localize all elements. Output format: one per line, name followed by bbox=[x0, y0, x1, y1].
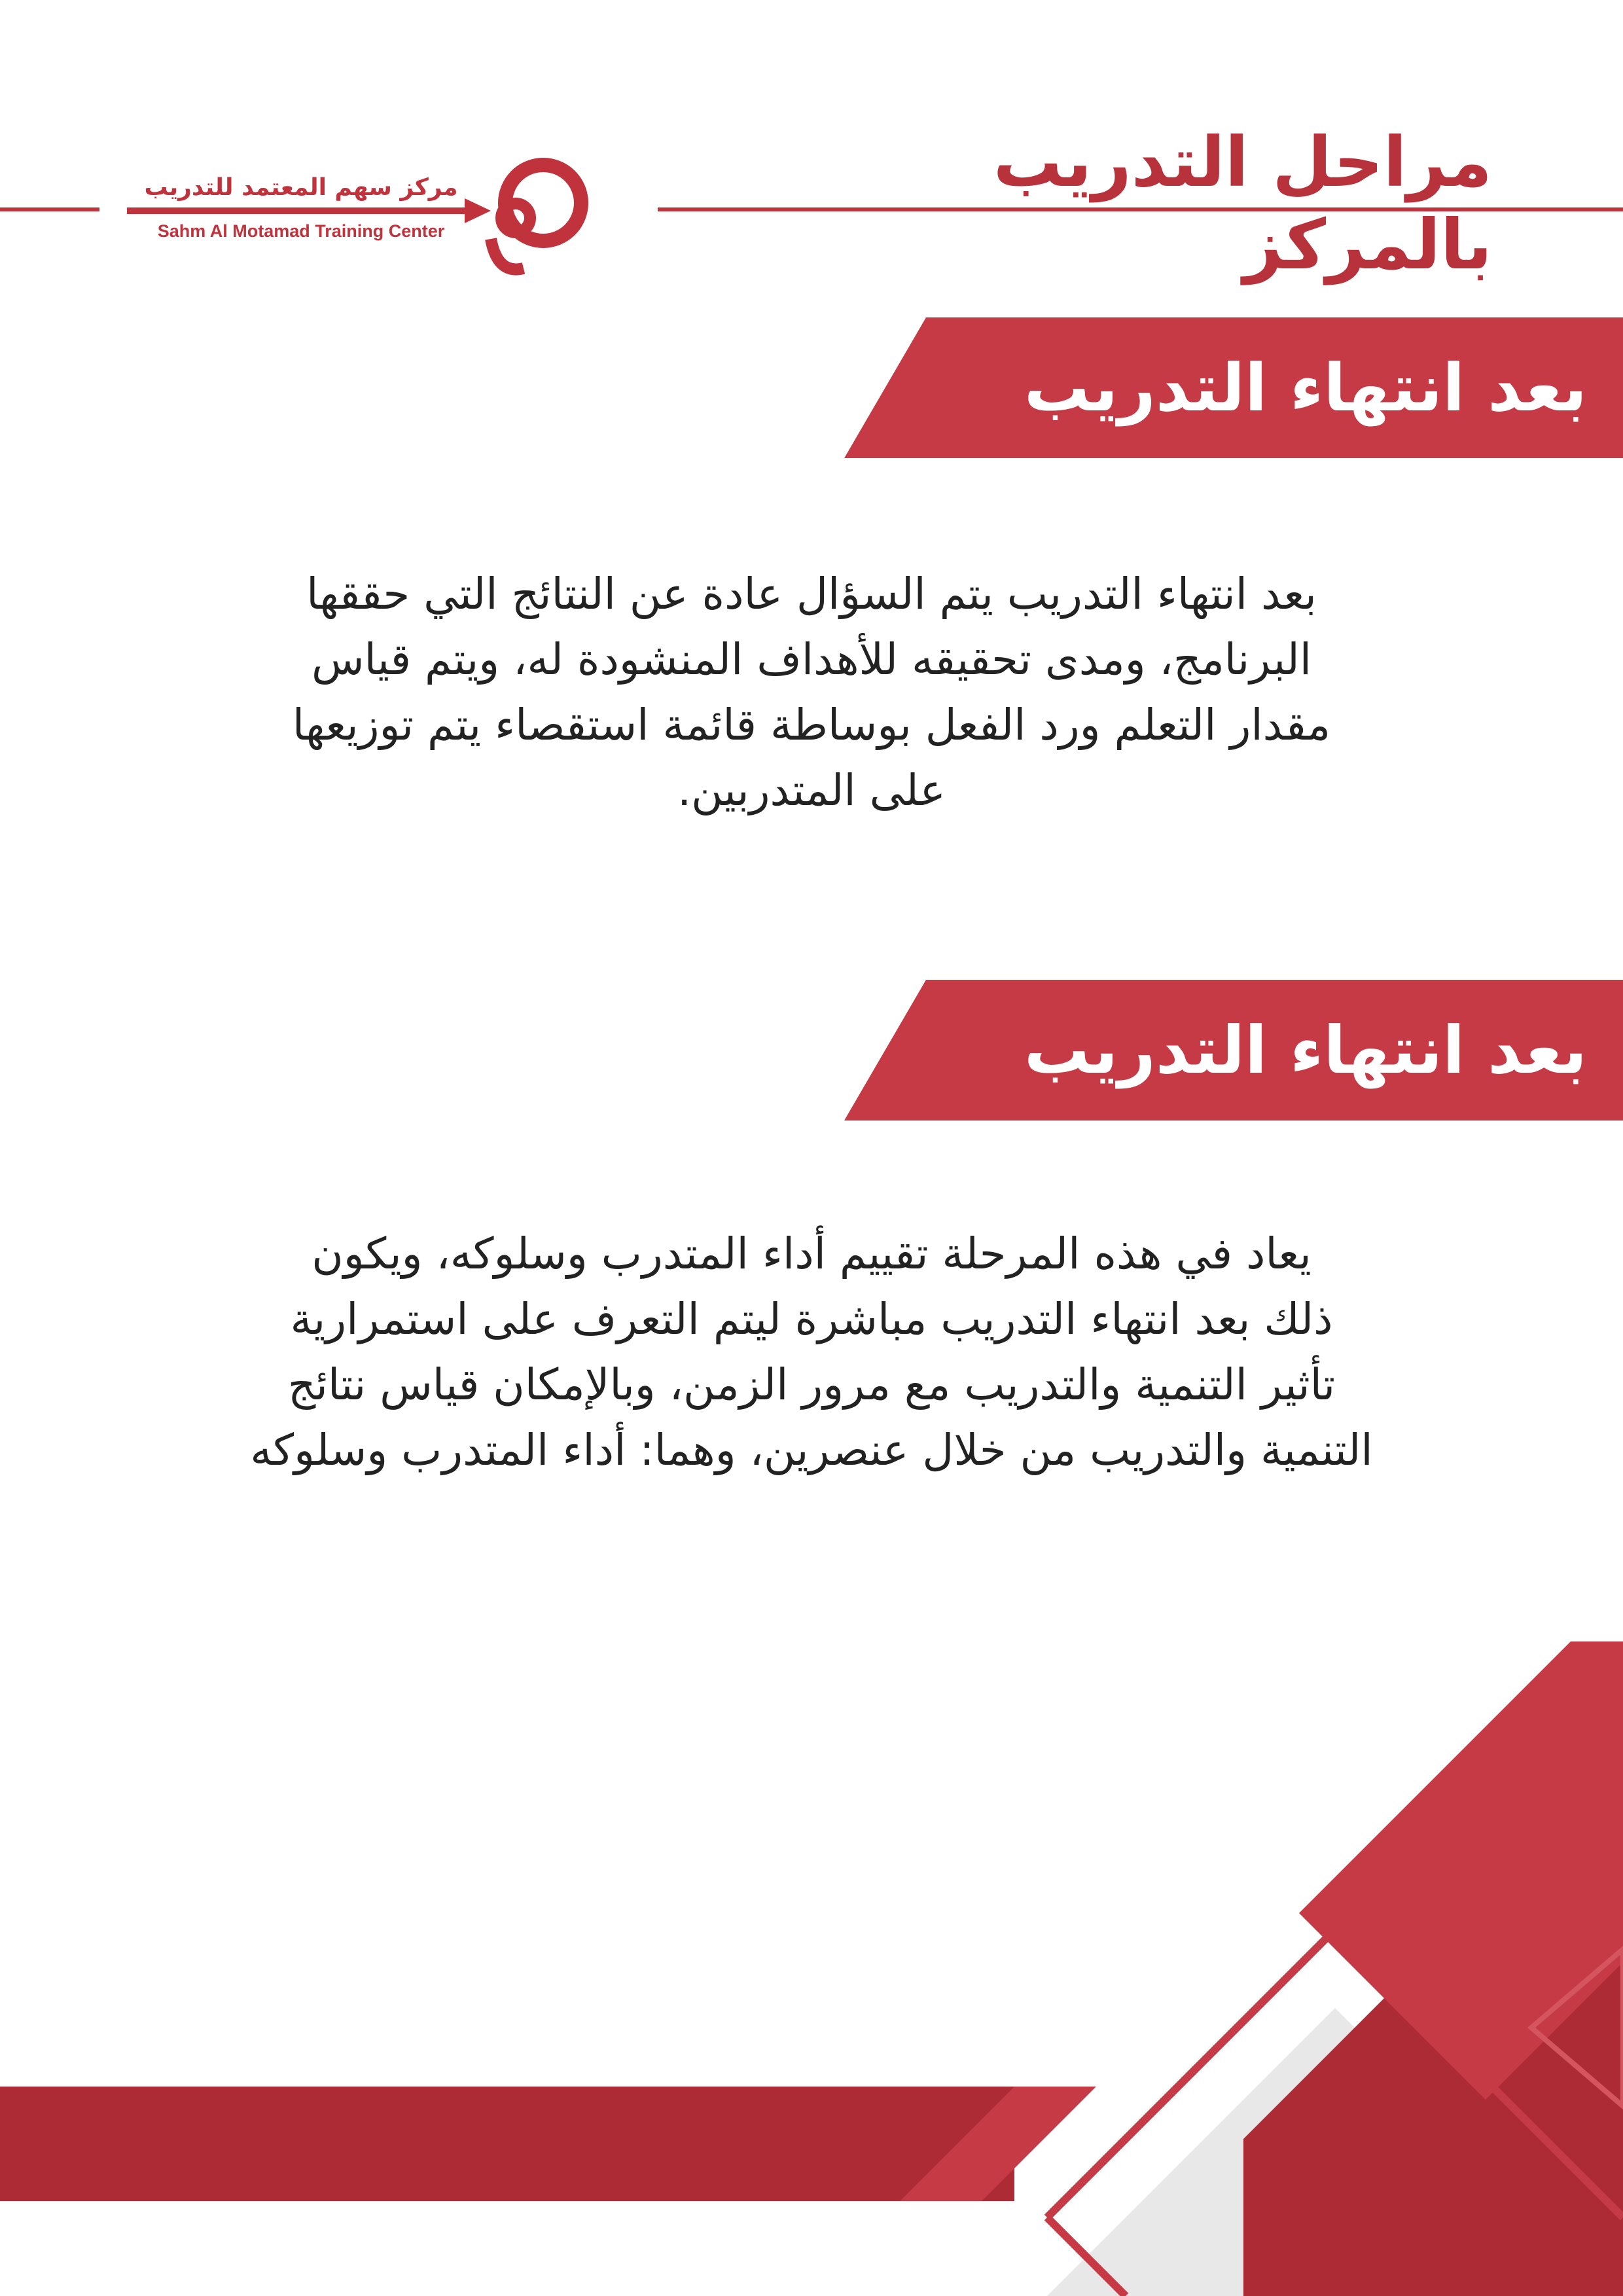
logo-name-arabic: مركز سهم المعتمد للتدريب bbox=[144, 174, 458, 201]
section-paragraph bbox=[131, 562, 1492, 823]
section-heading: بعد انتهاء التدريب bbox=[1024, 350, 1587, 426]
page-title: مراحل التدريب بالمركز bbox=[993, 122, 1492, 285]
section-heading: بعد انتهاء التدريب bbox=[1024, 1012, 1587, 1088]
logo-mark-icon bbox=[124, 147, 596, 278]
paragraph-line: يعاد في هذه المرحلة تقييم أداء المتدرب وسلوكه، ويكون bbox=[312, 1229, 1311, 1279]
logo-name-english: Sahm Al Motamad Training Center bbox=[157, 221, 445, 241]
logo bbox=[124, 147, 596, 278]
paragraph-line: البرنامج، ومدى تحقيقه للأهداف المنشودة له، ويتم قياس bbox=[311, 634, 1312, 685]
paragraph-line: بعد انتهاء التدريب يتم السؤال عادة عن النتائج التي حققها bbox=[306, 569, 1317, 619]
paragraph-line: التنمية والتدريب من خلال عنصرين، وهما: أداء المتدرب وسلوكه bbox=[250, 1425, 1373, 1475]
decorative-footer-shapes bbox=[0, 1576, 1623, 2296]
paragraph-line: على المتدربين. bbox=[677, 765, 946, 816]
section-banner bbox=[844, 980, 1623, 1121]
footer-band bbox=[0, 2087, 1014, 2201]
paragraph-line: ذلك بعد انتهاء التدريب مباشرة ليتم التعرف على استمرارية bbox=[290, 1294, 1333, 1344]
section-paragraph bbox=[131, 1221, 1492, 1483]
paragraph-line: تأثير التنمية والتدريب مع مرور الزمن، وبالإمكان قياس نتائج bbox=[287, 1359, 1336, 1410]
section-banner bbox=[844, 317, 1623, 458]
header-rule-left bbox=[0, 207, 99, 211]
paragraph-line: مقدار التعلم ورد الفعل بوساطة قائمة استقصاء يتم توزيعها bbox=[292, 700, 1331, 750]
